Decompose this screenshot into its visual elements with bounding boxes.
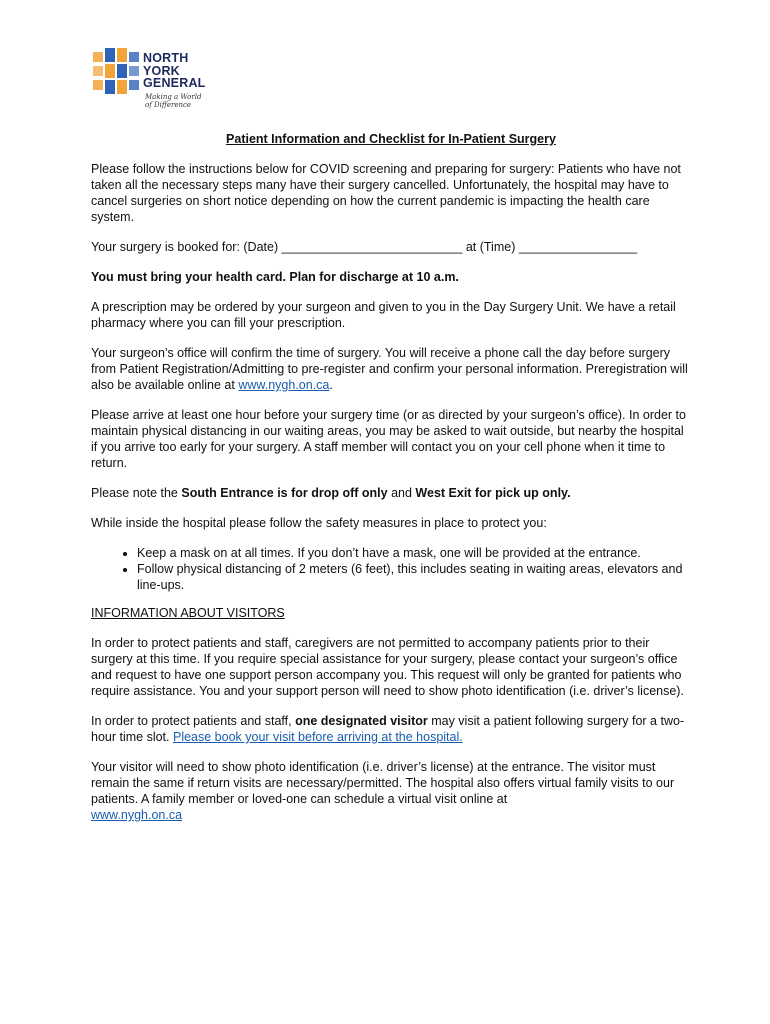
document-body: [91, 131, 691, 837]
page-title: Patient Information and Checklist for In-Patient Surgery: [226, 132, 556, 146]
nygh-website-link[interactable]: www.nygh.on.ca: [238, 378, 330, 392]
logo-tagline-2: of Difference: [145, 101, 192, 109]
logo-wordmark: [143, 52, 206, 90]
visitors-paragraph-2: [91, 713, 691, 745]
visitors-paragraph-1: In order to protect patients and staff, caregivers are not permitted to accompany patients prior to their surgery at this time. If you require special assistance for your surgery, please contact your surgeon’s office and request to have one support person accompany you. This request will only be granted for patients who require assistance. You and your support person will need to show photo identification (i.e. driver’s license).: [91, 636, 684, 698]
health-card-notice: You must bring your health card. Plan for discharge at 10 a.m.: [91, 270, 459, 284]
safety-intro: While inside the hospital please follow the safety measures in place to protect you:: [91, 516, 547, 530]
logo-tagline: [145, 93, 215, 109]
list-item: • Follow physical distancing of 2 meters (6 feet), this includes seating in waiting areas, elevators and line-ups.: [137, 561, 691, 593]
list-item: • Keep a mask on at all times. If you don’t have a mask, one will be provided at the entrance.: [137, 545, 691, 561]
logo-line-3: GENERAL: [143, 76, 206, 90]
book-visit-link[interactable]: Please book your visit before arriving at the hospital.: [172, 730, 463, 744]
entrance-paragraph: [91, 485, 691, 501]
office-confirm-paragraph: [91, 345, 691, 393]
entrance-text-a: Please note the: [91, 486, 182, 500]
arrival-paragraph: Please arrive at least one hour before your surgery time (or as directed by your surgeon’s office). In order to maintain physical distancing in our waiting areas, you may be asked to wait outside, but nearby the hospital if you arrive too early for your surgery. A staff member will contact you on your cell phone when it time to return.: [91, 408, 686, 470]
office-confirm-text: Your surgeon’s office will confirm the time of surgery. You will receive a phone call the day before surgery from Patient Registration/Admitting to pre-register and confirm your personal information. Preregistration will also be available online at: [91, 346, 688, 392]
visitors-p3-text: Your visitor will need to show photo identification (i.e. driver’s license) at the entrance. The visitor must remain the same if return visits are necessary/permitted. The hospital also offers virtual family visits to our patients. A family member or loved-one can schedule a virtual visit online at: [91, 760, 675, 806]
intro-paragraph: Please follow the instructions below for COVID screening and preparing for surgery: Patients who have not taken all the necessary steps many have their surgery cancelled. Unfortunately, the hospital may have to cancel surgeries on short notice depending on how the current pandemic is impacting the health care system.: [91, 162, 681, 224]
logo-tagline-1: Making a World: [145, 93, 202, 101]
designated-visitor-note: one designated visitor: [295, 714, 428, 728]
logo-line-2: YORK: [143, 63, 180, 78]
booking-line: Your surgery is booked for: (Date) __________________________ at (Time) _________________: [91, 240, 638, 254]
west-exit-note: West Exit for pick up only.: [415, 486, 571, 500]
visitors-p2-text-c: may visit a patient following surgery for a two-hour time slot.: [91, 714, 685, 744]
entrance-text-c: and: [387, 486, 416, 500]
office-confirm-end: .: [329, 378, 333, 392]
logo-mark-icon: [93, 48, 139, 94]
logo-line-1: NORTH: [143, 51, 189, 65]
visitors-p2-text-a: In order to protect patients and staff,: [91, 714, 296, 728]
hospital-logo: [93, 48, 233, 114]
nygh-website-link-2[interactable]: www.nygh.on.ca: [91, 808, 183, 822]
safety-list: [91, 545, 691, 593]
south-entrance-note: South Entrance is for drop off only: [181, 486, 388, 500]
visitors-paragraph-3: [91, 759, 691, 823]
prescription-paragraph: A prescription may be ordered by your surgeon and given to you in the Day Surgery Unit. We have a retail pharmacy where you can fill your prescription.: [91, 300, 676, 330]
visitors-heading: INFORMATION ABOUT VISITORS: [91, 606, 285, 620]
